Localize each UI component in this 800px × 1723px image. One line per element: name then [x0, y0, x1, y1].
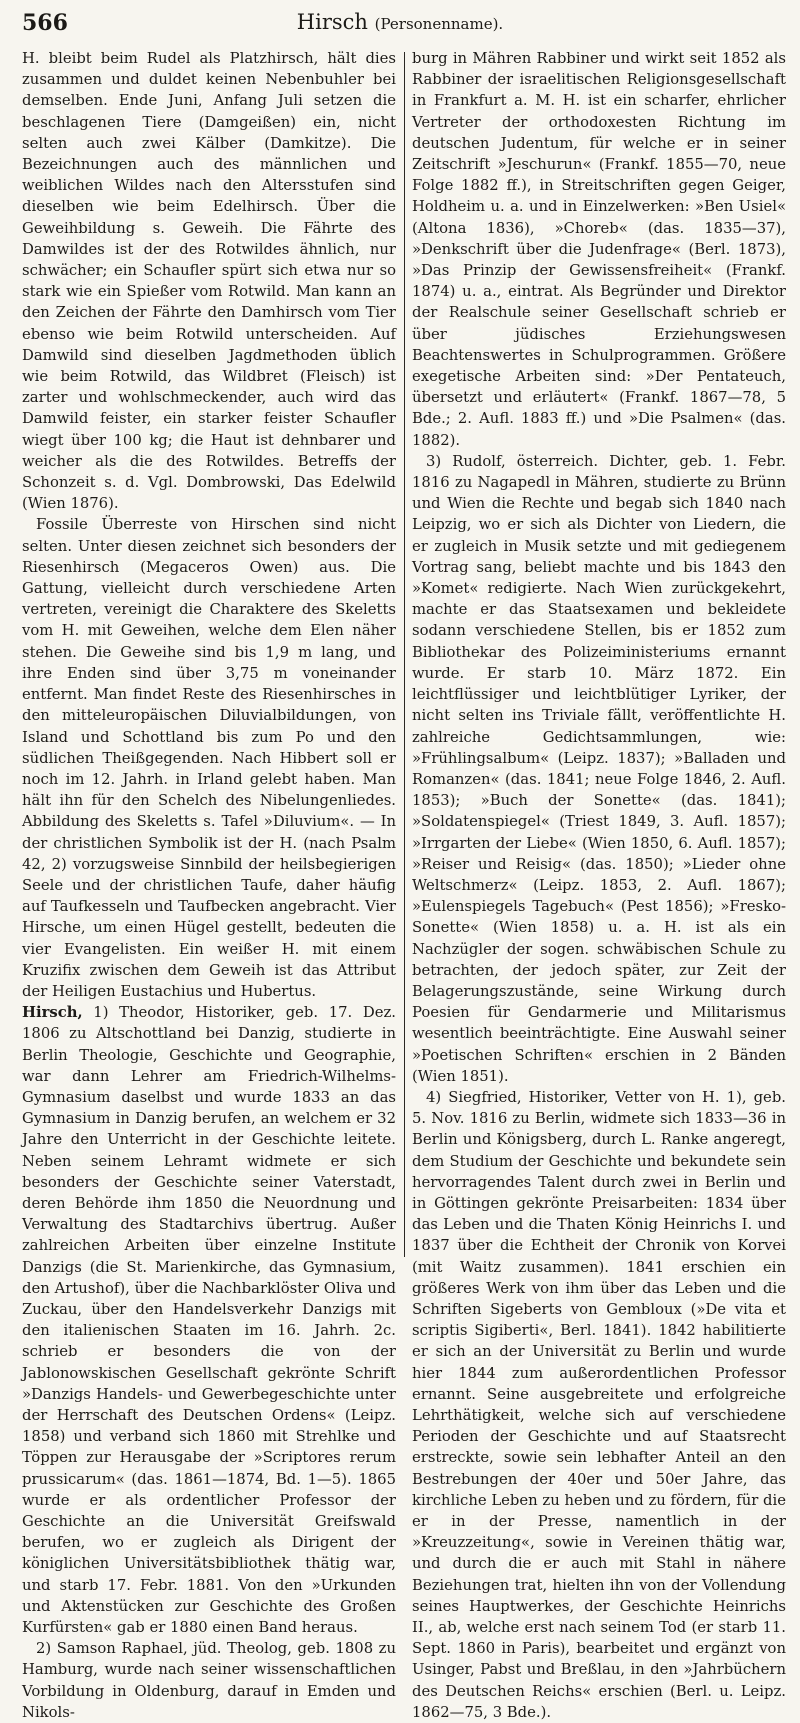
running-subtitle: (Personenname). — [374, 15, 504, 33]
page-header — [0, 10, 800, 42]
entry-theodor-text: 1) Theodor, Historiker, geb. 17. Dez. 1806 zu Altschottland bei Danzig, studierte in Berlin Theologie, Geschichte und Geographie, war dann Lehrer am Friedrich-Wilhelms-Gymnasium daselbst und wurde 1833 an das Gymnasium in Danzig berufen, an welchem er 32 Jahre den Unterricht in der Geschichte leitete. Neben seinem Lehramt widmete er sich besonders der Geschichte seiner Vaterstadt, deren Behörde ihm 1850 die Neuordnung und Verwaltung des Stadtarchivs übertrug. Außer zahlreichen Arbeiten über einzelne Institute Danzigs (die St. Marienkirche, das Gymnasium, den Artushof), über die Nachbarklöster Oliva und Zuckau, über den Handelsverkehr Danzigs mit den italienischen Staaten im 16. Jahrh. 2c. schrieb er besonders die von der Jablonowskischen Gesellschaft gekrönte Schrift »Danzigs Handels- und Gewerbegeschichte unter der Herrschaft des Deutschen Ordens« (Leipz. 1858) und verband sich 1860 mit Strehlke und Töppen zur Herausgabe der »Scriptores rerum prussicarum« (das. 1861—1874, Bd. 1—5). 1865 wurde er als ordentlicher Professor der Geschichte an die Universität Greifswald berufen, wo er zugleich als Dirigent der königlichen Universitätsbibliothek thätig war, und starb 17. Febr. 1881. Von den »Urkunden und Aktenstücken zur Geschichte des Großen Kurfürsten« gab er 1880 einen Band heraus. — [22, 1004, 396, 1637]
paragraph-damhirsch-continued: H. bleibt beim Rudel als Platzhirsch, hält dies zusammen und duldet keinen Nebenbuhler bei demselben. Ende Juni, Anfang Juli setzen die beschlagenen Tiere (Damgeißen) ein, nicht selten auch zwei Kälber (Damkitze). Die Bezeichnungen auch des männlichen und weiblichen Wildes nach den Altersstufen sind dieselben wie beim Edelhirsch. Über die Geweihbildung s. Geweih. Die Fährte des Damwildes ist der des Rotwildes ähnlich, nur schwächer; ein Schaufler spürt sich etwa nur so stark wie ein Spießer vom Rotwild. Man kann an den Zeichen der Fährte den Damhirsch vom Tier ebenso wie beim Rotwild unterscheiden. Auf Damwild sind dieselben Jagdmethoden üblich wie beim Rotwild, das Wildbret (Fleisch) ist zarter und wohlschmeckender, auch wird das Damwild feister, ein starker feister Schaufler wiegt über 100 kg; die Haut ist dehnbarer und weicher als die des Rotwildes. Betreffs der Schonzeit s. d. Vgl. Dombrowski, Das Edelwild (Wien 1876). — [22, 50, 396, 513]
running-head — [0, 10, 800, 34]
page-number: 566 — [22, 10, 68, 36]
right-column — [412, 48, 786, 1721]
entry-rudolf: 3) Rudolf, österreich. Dichter, geb. 1. Febr. 1816 zu Nagapedl in Mähren, studierte zu Brünn und Wien die Rechte und begab sich 1840 nach Leipzig, wo er sich als Dichter von Liedern, die er zugleich in Musik setzte und mit gediegenem Vortrag sang, beliebt machte und bis 1843 den »Komet« redigierte. Nach Wien zurückgekehrt, machte er das Staatsexamen und bekleidete sodann verschiedene Stellen, bis er 1852 zum Bibliothekar des Polizeiministeriums ernannt wurde. Er starb 10. März 1872. Ein leichtflüssiger und leichtblütiger Lyriker, der nicht selten ins Triviale fällt, veröffentlichte H. zahlreiche Gedichtsammlungen, wie: »Frühlingsalbum« (Leipz. 1837); »Balladen und Romanzen« (das. 1841; neue Folge 1846, 2. Aufl. 1853); »Buch der Sonette« (das. 1841); »Soldatenspiegel« (Triest 1849, 3. Aufl. 1857); »Irrgarten der Liebe« (Wien 1850, 6. Aufl. 1857); »Reiser und Reisig« (das. 1850); »Lieder ohne Weltschmerz« (Leipz. 1853, 2. Aufl. 1867); »Eulenspiegels Tagebuch« (Pest 1856); »Fresko-Sonette« (Wien 1858) u. a. H. ist als ein Nachzügler der sogen. schwäbischen Schule zu betrachten, der jedoch später, zur Zeit der Belagerungszustände, seine Wirkung durch Poesien für Gendarmerie und Militarismus wesentlich beeinträchtigte. Eine Auswahl seiner »Poetischen Schriften« erschien in 2 Bänden (Wien 1851). — [412, 452, 786, 1085]
headword-hirsch: Hirsch, — [22, 1004, 83, 1022]
left-column — [22, 48, 396, 1721]
entry-hirsch-theodor — [22, 1002, 396, 1638]
entry-siegfried: 4) Siegfried, Historiker, Vetter von H. 1), geb. 5. Nov. 1816 zu Berlin, widmete sich 1833—36 in Berlin und Königsberg, durch L. Ranke angeregt, dem Studium der Geschichte und bekundete sein hervorragendes Talent durch zwei in Berlin und in Göttingen gekrönte Preisarbeiten: 1834 über das Leben und die Thaten König Heinrichs I. und 1837 über die Echtheit der Chronik von Korvei (mit Waitz zusammen). 1841 erschien ein größeres Werk von ihm über das Leben und die Schriften Sigeberts von Gembloux (»De vita et scriptis Sigiberti«, Berl. 1841). 1842 habilitierte er sich an der Universität zu Berlin und wurde hier 1844 zum außerordentlichen Professor ernannt. Seine ausgebreitete und erfolgreiche Lehrthätigkeit, welche sich auf verschiedene Perioden der Geschichte und auf Staatsrecht erstreckte, sowie sein lebhafter Anteil an den Bestrebungen der 40er und 50er Jahre, das kirchliche Leben zu heben und zu fördern, für die er in der Presse, namentlich in der »Kreuzzeitung«, sowie in Vereinen thätig war, und durch die er auch mit Stahl in nähere Beziehungen trat, hielten ihn von der Vollendung seines Hauptwerkes, der Geschichte Heinrichs II., ab, welche erst nach seinem Tod (er starb 11. Sept. 1860 in Paris), bearbeitet und ergänzt von Usinger, Pabst und Breßlau, in den »Jahrbüchern des Deutschen Reichs« erschien (Berl. u. Leipz. 1862—75, 3 Bde.). — [412, 1088, 786, 1721]
entry-samson-raphael: 2) Samson Raphael, jüd. Theolog, geb. 1808 zu Hamburg, wurde nach seiner wissenschaftlichen Vorbildung in Oldenburg, darauf in Emden und Nikols- — [22, 1640, 396, 1721]
paragraph-fossil-remains: Fossile Überreste von Hirschen sind nicht selten. Unter diesen zeichnet sich besonders der Riesenhirsch (Megaceros Owen) aus. Die Gattung, vielleicht durch verschiedene Arten vertreten, vereinigt die Charaktere des Skeletts vom H. mit Geweihen, welche dem Elen näher stehen. Die Geweihe sind bis 1,9 m lang, und ihre Enden sind über 3,75 m voneinander entfernt. Man findet Reste des Riesenhirsches in den mitteleuropäischen Diluvialbildungen, von Island und Schottland bis zum Po und den südlichen Theißgegenden. Nach Hibbert soll er noch im 12. Jahrh. in Irland gelebt haben. Man hält ihn für den Schelch des Nibelungenliedes. Abbildung des Skeletts s. Tafel »Diluvium«. — In der christlichen Symbolik ist der H. (nach Psalm 42, 2) vorzugsweise Sinnbild der heilsbegierigen Seele und der christlichen Taufe, daher häufig auf Taufkesseln und Taufbecken angebracht. Vier Hirsche, um einen Hügel gestellt, bedeuten die vier Evangelisten. Ein weißer H. mit einem Kruzifix zwischen dem Geweih ist das Attribut der Heiligen Eustachius und Hubertus. — [22, 516, 396, 1000]
paragraph-samson-raphael-continued: burg in Mähren Rabbiner und wirkt seit 1852 als Rabbiner der israelitischen Religionsgesellschaft in Frankfurt a. M. H. ist ein scharfer, ehrlicher Vertreter der orthodoxesten Richtung im deutschen Judentum, für welche er in seiner Zeitschrift »Jeschurun« (Frankf. 1855—70, neue Folge 1882 ff.), in Streitschriften gegen Geiger, Holdheim u. a. und in Einzelwerken: »Ben Usiel« (Altona 1836), »Choreb« (das. 1835—37), »Denkschrift über die Judenfrage« (Berl. 1873), »Das Prinzip der Gewissensfreiheit« (Frankf. 1874) u. a., eintrat. Als Begründer und Direktor der Realschule seiner Gesellschaft schrieb er über jüdisches Erziehungswesen Beachtenswertes in Schulprogrammen. Größere exegetische Arbeiten sind: »Der Pentateuch, übersetzt und erläutert« (Frankf. 1867—78, 5 Bde.; 2. Aufl. 1883 ff.) und »Die Psalmen« (das. 1882). — [412, 50, 786, 449]
column-divider — [404, 52, 405, 1257]
running-title: Hirsch — [296, 10, 368, 34]
